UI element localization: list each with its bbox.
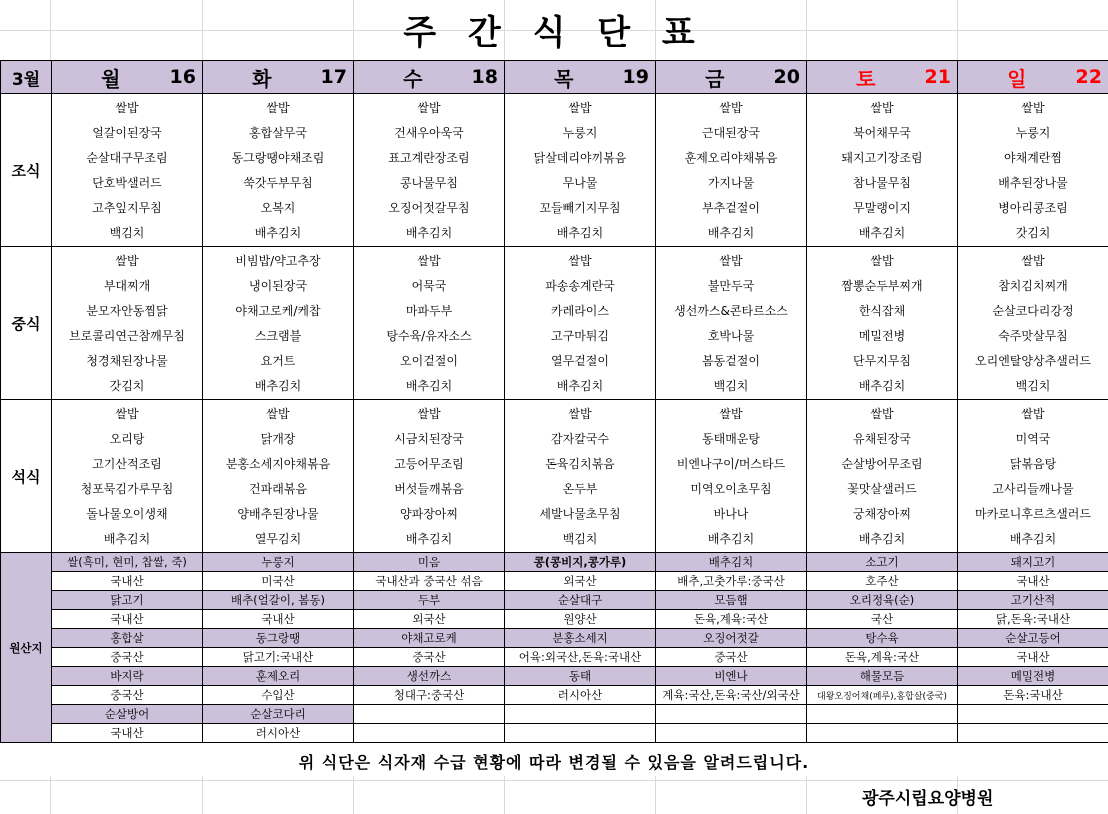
menu-item: 시금치된장국 [394,432,464,446]
meal-row [1,247,1108,400]
origin-source [505,724,656,743]
origin-item: 순살방어 [52,705,203,724]
menu-item: 참나물무침 [853,176,911,190]
menu-item: 배추김치 [556,226,604,240]
menu-item: 배추김치 [405,379,453,393]
origin-item: 동태 [505,667,656,686]
menu-item: 분모자안동찜닭 [86,304,168,318]
origin-source: 국내산 [52,610,203,629]
origin-item: 야채고로케 [354,629,505,648]
menu-item: 돈육김치볶음 [545,457,615,471]
menu-item: 버섯들깨볶음 [394,482,464,496]
origin-item: 생선까스 [354,667,505,686]
menu-item: 냉이된장국 [249,279,307,293]
origin-item: 미음 [354,553,505,572]
menu-item: 쌀밥 [568,407,592,421]
page-title: 주 간 식 단 표 [403,12,705,53]
origin-source: 계육:국산,돈육:국산/외국산 [656,686,807,705]
origin-source: 돈육:국내산 [958,686,1108,705]
origin-item: 해물모듬 [807,667,958,686]
menu-item: 호박나물 [707,329,755,343]
meal-label: 중식 [1,247,52,400]
menu-item: 무나물 [562,176,598,190]
origin-source: 국내산 [203,610,354,629]
menu-item: 바나나 [713,507,749,521]
origin-source: 중국산 [52,648,203,667]
origin-source: 국내산 [52,724,203,743]
day-header [505,61,656,94]
origin-source-row [1,686,1108,705]
origin-item-row [1,553,1108,572]
origin-item [505,705,656,724]
menu-item: 스크램블 [254,329,302,343]
origin-source: 호주산 [807,572,958,591]
menu-item: 양파장아찌 [400,507,458,521]
weekday-label: 금 [705,66,725,91]
menu-item: 쌀밥 [1021,407,1045,421]
menu-item: 쌀밥 [870,407,894,421]
menu-item: 쌀밥 [115,407,139,421]
menu-item: 쌀밥 [568,101,592,115]
menu-item: 오이겉절이 [400,354,458,368]
origin-item: 콩(콩비지,콩가루) [505,553,656,572]
origin-item: 비엔나 [656,667,807,686]
menu-item: 파송송계란국 [545,279,615,293]
menu-item: 쌀밥 [417,101,441,115]
date-label: 20 [773,66,800,88]
menu-item: 누룽지 [1015,126,1051,140]
menu-item: 백김치 [109,226,145,240]
origin-source: 러시아산 [203,724,354,743]
menu-cell [203,400,354,553]
menu-item: 닭살데리야끼볶음 [533,151,627,165]
menu-item: 병아리콩조림 [998,201,1068,215]
menu-item: 무말랭이지 [853,201,911,215]
menu-item: 돌나물오이생채 [86,507,168,521]
menu-item: 배추김치 [707,532,755,546]
origin-item: 오리정육(순) [807,591,958,610]
origin-item: 메밀전병 [958,667,1108,686]
menu-item: 단호박샐러드 [92,176,162,190]
menu-cell [807,400,958,553]
menu-cell [52,247,203,400]
weekday-label: 목 [554,66,574,91]
origin-item: 닭고기 [52,591,203,610]
menu-cell [505,247,656,400]
day-header [958,61,1108,94]
menu-item: 부추겉절이 [702,201,760,215]
origin-source [958,724,1108,743]
menu-item: 순살대구무조림 [86,151,168,165]
origin-label: 원산지 [1,553,52,743]
menu-cell [807,247,958,400]
menu-item: 궁채장아찌 [853,507,911,521]
menu-item: 마카로니후르츠샐러드 [975,507,1091,521]
origin-source: 닭고기:국내산 [203,648,354,667]
menu-cell [656,247,807,400]
origin-item: 배추김치 [656,553,807,572]
origin-source-row [1,724,1108,743]
menu-item: 양배추된장나물 [237,507,319,521]
day-header [656,61,807,94]
meal-label: 석식 [1,400,52,553]
origin-item: 홍합살 [52,629,203,648]
menu-item: 닭볶음탕 [1009,457,1057,471]
menu-item: 쌀밥 [568,254,592,268]
menu-item: 메밀전병 [858,329,906,343]
origin-item: 소고기 [807,553,958,572]
menu-item: 배추김치 [1009,532,1057,546]
hospital-name: 광주시립요양병원 [862,788,994,809]
menu-item: 가지나물 [707,176,755,190]
month-label: 3월 [1,61,52,94]
menu-item: 쌀밥 [417,254,441,268]
menu-item: 쌀밥 [266,407,290,421]
origin-source: 국산 [807,610,958,629]
menu-item: 쌀밥 [266,101,290,115]
origin-source: 돈육,계육:국산 [807,648,958,667]
menu-item: 고기산적조림 [92,457,162,471]
menu-item: 야채고로케/케찹 [235,304,321,318]
menu-item: 봄동겉절이 [702,354,760,368]
menu-cell [354,247,505,400]
menu-item: 얼갈이된장국 [92,126,162,140]
menu-item: 고사리들깨나물 [992,482,1074,496]
menu-item: 쌀밥 [870,101,894,115]
menu-item: 고추잎지무침 [92,201,162,215]
menu-item: 누룽지 [562,126,598,140]
menu-item: 비엔나구이/머스타드 [676,457,786,471]
menu-cell [52,94,203,247]
day-header [52,61,203,94]
origin-item: 누룽지 [203,553,354,572]
menu-item: 배추김치 [254,226,302,240]
menu-item: 쌀밥 [719,101,743,115]
menu-item: 홍합살무국 [249,126,307,140]
origin-source: 국내산과 중국산 섞음 [354,572,505,591]
origin-item: 고기산적 [958,591,1108,610]
menu-cell [52,400,203,553]
menu-item: 야채계란찜 [1004,151,1062,165]
origin-item: 순살고등어 [958,629,1108,648]
notice-text: 위 식단은 식자재 수급 현황에 따라 변경될 수 있음을 알려드립니다. [298,752,810,772]
menu-item: 부대찌개 [103,279,151,293]
origin-source: 원양산 [505,610,656,629]
origin-item: 쌀(흑미, 현미, 찹쌀, 죽) [52,553,203,572]
menu-item: 요거트 [260,354,296,368]
origin-item: 순살코다리 [203,705,354,724]
weekday-label: 일 [1007,66,1027,91]
menu-item: 쌀밥 [870,254,894,268]
menu-item: 표고계란장조림 [388,151,470,165]
origin-item: 돼지고기 [958,553,1108,572]
menu-item: 고구마튀김 [551,329,609,343]
menu-item: 건파래볶음 [249,482,307,496]
origin-source: 국내산 [958,572,1108,591]
origin-item: 순살대구 [505,591,656,610]
menu-item: 배추김치 [405,532,453,546]
menu-cell [203,94,354,247]
origin-item: 분홍소세지 [505,629,656,648]
menu-item: 열무김치 [254,532,302,546]
day-header [203,61,354,94]
menu-item: 오리탕 [109,432,145,446]
weekday-label: 토 [856,66,876,91]
origin-source [656,724,807,743]
menu-item: 북어채무국 [853,126,911,140]
menu-item: 참치김치찌개 [998,279,1068,293]
menu-cell [203,247,354,400]
origin-item: 탕수육 [807,629,958,648]
menu-item: 꽃맛살샐러드 [847,482,917,496]
menu-item: 청포묵김가루무침 [80,482,174,496]
menu-item: 꼬들빼기지무침 [539,201,621,215]
date-label: 18 [471,66,498,88]
menu-item: 쌀밥 [1021,101,1045,115]
date-label: 16 [169,66,196,88]
menu-item: 배추김치 [858,226,906,240]
menu-item: 미역국 [1015,432,1051,446]
origin-item-row [1,629,1108,648]
menu-cell [505,94,656,247]
menu-item: 열무겉절이 [551,354,609,368]
menu-item: 백김치 [713,379,749,393]
menu-item: 오복지 [260,201,296,215]
menu-item: 쌀밥 [115,254,139,268]
origin-item: 모듬햄 [656,591,807,610]
menu-item: 카레라이스 [551,304,609,318]
menu-item: 불만두국 [707,279,755,293]
date-label: 21 [924,66,951,88]
menu-item: 백김치 [562,532,598,546]
meal-row [1,400,1108,553]
origin-source-row [1,648,1108,667]
origin-source: 중국산 [656,648,807,667]
origin-item-row [1,705,1108,724]
menu-cell [354,94,505,247]
menu-item: 오리엔탈양상추샐러드 [975,354,1091,368]
menu-item: 미역오이초무침 [690,482,772,496]
day-header [807,61,958,94]
menu-item: 쌀밥 [719,254,743,268]
menu-item: 쑥갓두부무침 [243,176,313,190]
menu-item: 훈제오리야채볶음 [684,151,778,165]
menu-cell [656,94,807,247]
menu-item: 쌀밥 [115,101,139,115]
origin-item: 두부 [354,591,505,610]
menu-cell [958,247,1108,400]
menu-item: 배추된장나물 [998,176,1068,190]
menu-item: 쌀밥 [1021,254,1045,268]
menu-item: 순살방어무조림 [841,457,923,471]
menu-item: 분홍소세지야채볶음 [225,457,331,471]
origin-source: 중국산 [354,648,505,667]
weekday-label: 화 [252,66,272,91]
origin-source: 닭,돈육:국내산 [958,610,1108,629]
menu-item: 생선까스&콘타르소스 [674,304,788,318]
menu-cell [958,400,1108,553]
menu-item: 탕수육/유자소스 [386,329,472,343]
weekly-menu-table [0,60,1108,743]
origin-item [807,705,958,724]
menu-item: 유채된장국 [853,432,911,446]
menu-item: 단무지무침 [853,354,911,368]
origin-item: 배추(얼갈이, 봄동) [203,591,354,610]
origin-source: 어육:외국산,돈육:국내산 [505,648,656,667]
menu-item: 마파두부 [405,304,453,318]
menu-item: 비빔밥/약고추장 [235,254,321,268]
menu-item: 배추김치 [858,379,906,393]
menu-cell [505,400,656,553]
menu-item: 닭개장 [260,432,296,446]
menu-item: 브로콜리연근참깨무침 [69,329,185,343]
weekday-label: 수 [403,66,423,91]
weekday-label: 월 [101,66,121,91]
menu-item: 배추김치 [707,226,755,240]
menu-cell [656,400,807,553]
origin-source: 청대구:중국산 [354,686,505,705]
menu-item: 배추김치 [103,532,151,546]
header-row [1,61,1108,94]
menu-cell [807,94,958,247]
menu-item: 순살코다리강정 [992,304,1074,318]
menu-item: 숙주맛살무침 [998,329,1068,343]
menu-item: 감자칼국수 [551,432,609,446]
origin-source: 대왕오징어채(페루),홍합살(중국) [807,686,958,705]
origin-item: 동그랑땡 [203,629,354,648]
origin-source: 국내산 [52,572,203,591]
meal-row [1,94,1108,247]
origin-source [354,724,505,743]
menu-item: 청경채된장나물 [86,354,168,368]
menu-item: 콩나물무침 [400,176,458,190]
origin-source: 외국산 [505,572,656,591]
origin-item [354,705,505,724]
origin-item-row [1,667,1108,686]
origin-item: 훈제오리 [203,667,354,686]
origin-item [656,705,807,724]
origin-source-row [1,610,1108,629]
origin-item-row [1,591,1108,610]
menu-item: 배추김치 [254,379,302,393]
date-label: 22 [1075,66,1102,88]
origin-source: 러시아산 [505,686,656,705]
menu-item: 세발나물초무침 [539,507,621,521]
menu-item: 쌀밥 [417,407,441,421]
origin-source: 국내산 [958,648,1108,667]
origin-source: 수입산 [203,686,354,705]
menu-item: 갓김치 [109,379,145,393]
origin-source: 배추,고춧가루:중국산 [656,572,807,591]
meal-label: 조식 [1,94,52,247]
menu-item: 배추김치 [405,226,453,240]
menu-item: 어묵국 [411,279,447,293]
menu-item: 고등어무조림 [394,457,464,471]
menu-item: 백김치 [1015,379,1051,393]
menu-item: 건새우아욱국 [394,126,464,140]
origin-source: 중국산 [52,686,203,705]
menu-cell [354,400,505,553]
menu-item: 갓김치 [1015,226,1051,240]
menu-item: 배추김치 [556,379,604,393]
menu-item: 근대된장국 [702,126,760,140]
menu-item: 돼지고기장조림 [841,151,923,165]
origin-source: 돈육,계육:국산 [656,610,807,629]
origin-source: 외국산 [354,610,505,629]
day-header [354,61,505,94]
menu-item: 동태매운탕 [702,432,760,446]
menu-item: 쌀밥 [719,407,743,421]
origin-source-row [1,572,1108,591]
menu-item: 한식잡채 [858,304,906,318]
origin-item [958,705,1108,724]
date-label: 17 [320,66,347,88]
menu-cell [958,94,1108,247]
origin-item: 바지락 [52,667,203,686]
menu-item: 오징어젓갈무침 [388,201,470,215]
menu-item: 배추김치 [858,532,906,546]
menu-item: 동그랑땡야채조림 [231,151,325,165]
menu-item: 온두부 [562,482,598,496]
menu-item: 짬뽕순두부찌개 [841,279,923,293]
date-label: 19 [622,66,649,88]
origin-item: 오징어젓갈 [656,629,807,648]
origin-source [807,724,958,743]
origin-source: 미국산 [203,572,354,591]
